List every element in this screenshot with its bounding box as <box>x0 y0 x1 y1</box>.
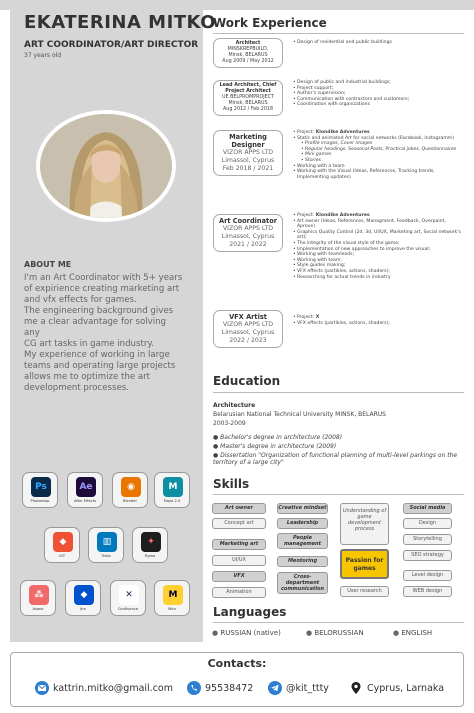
project-prefix: Project: <box>297 315 316 320</box>
skill-mentoring: Mentoring <box>277 556 328 567</box>
tool-figma <box>132 527 168 563</box>
skill-creative-mindset: Creative mindset <box>277 503 328 514</box>
education-subtitle: Architecture <box>213 402 256 409</box>
about-title: ABOUT ME <box>24 260 72 269</box>
divider <box>213 33 464 34</box>
job-period: 2022 / 2023 <box>229 337 267 344</box>
job-title: Marketing Designer <box>229 133 267 149</box>
skill-people-management: People management <box>277 533 328 549</box>
maya-icon: M <box>163 477 183 497</box>
tool-label: Jira <box>80 607 86 611</box>
project-name: X <box>315 315 320 320</box>
about-line: I'm an Art Coordinator with 5+ years <box>24 273 183 283</box>
duty-item: • Working with team; <box>293 258 463 264</box>
duty-item: • Working with the Visual (Ideas, References, Tracking trends, Implementing updates) <box>293 169 463 180</box>
job-card-lead-architect <box>213 80 283 116</box>
tool-label: Confluence <box>117 607 139 611</box>
job-company: MINSKREPBUILD, <box>227 47 269 52</box>
tool-trello <box>88 527 124 563</box>
job-duties <box>293 213 463 280</box>
duty-item: • Working with teamleads; <box>293 252 463 258</box>
skill-user-research: User research <box>340 586 389 597</box>
skill-animation: Animation <box>212 587 266 598</box>
tool-asana <box>20 580 56 616</box>
project-prefix: Project: <box>297 213 316 218</box>
job-duties <box>293 40 463 46</box>
skill-concept-art: Concept art <box>212 518 266 529</box>
tool-label: Blender <box>123 499 137 503</box>
duty-item: • Design of residential and public buildings <box>293 40 463 46</box>
job-card-vfx-artist <box>213 310 283 348</box>
education-item: ● Dissertation "Organization of functional planning of multi-level parkings on the territory of a large city" <box>213 452 458 466</box>
tool-label: GIT <box>58 554 66 558</box>
language-label: RUSSIAN (native) <box>220 629 281 637</box>
education-item: ● Master's degree in architecture (2009) <box>213 443 337 450</box>
tool-after-effects <box>67 472 103 508</box>
skill-level-design: Level design <box>403 570 452 581</box>
education-item: ● Bachelor's degree in architecture (2008) <box>213 434 343 441</box>
job-title: Lead Architect, Chief Project Architect <box>219 83 277 94</box>
confluence-icon: ✕ <box>119 585 139 605</box>
skill-design: Design <box>403 518 452 529</box>
telegram-icon <box>268 681 282 695</box>
tool-git <box>44 527 80 563</box>
duty-item: • Project support; <box>293 86 463 92</box>
skill-leadership: Leadership <box>277 518 328 529</box>
education-school: Belarusian National Technical University MINSK, BELARUS <box>213 411 386 418</box>
profile-age: 37 years old <box>24 52 62 59</box>
skill-cross-department: Cross-department communication <box>277 572 328 594</box>
project-prefix: Project: <box>297 130 316 135</box>
duty-subitem: • Stories <box>293 158 463 164</box>
language-label: ENGLISH <box>401 629 433 637</box>
contact-phone-text: 95538472 <box>205 682 254 694</box>
about-line: CG art tasks in game industry. <box>24 339 154 349</box>
asana-icon: ⁂ <box>29 585 49 605</box>
contact-email-text: kattrin.mitko@gmail.com <box>53 682 173 694</box>
contacts-title: Contacts: <box>207 657 267 670</box>
skill-social-media: Social media <box>403 503 452 514</box>
skill-storytelling: Storytelling <box>403 534 452 545</box>
tool-label: After Effects <box>74 499 96 503</box>
project-name: Klondike Adventures <box>315 213 370 218</box>
about-line: The engineering background gives <box>24 306 174 316</box>
skill-game-development-process: Understanding of game development process <box>340 503 389 545</box>
git-icon: ◆ <box>53 532 73 552</box>
trello-icon: ▥ <box>97 532 117 552</box>
about-line: allows me to optimize the art <box>24 372 151 382</box>
skill-marketing-art: Marketing art <box>212 539 266 550</box>
tool-maya <box>154 472 190 508</box>
duty-item: • Researching for actual trends in industry <box>293 275 463 281</box>
job-place: Minsk, BELARUS <box>228 101 268 106</box>
tool-jira <box>65 580 101 616</box>
language-russian: ● RUSSIAN (native) <box>212 629 281 637</box>
job-duties <box>293 315 463 326</box>
blender-icon: ◉ <box>121 477 141 497</box>
language-english: ● ENGLISH <box>393 629 433 637</box>
profile-role: ART COORDINATOR/ART DIRECTOR <box>24 40 199 50</box>
contacts-box <box>10 652 464 707</box>
about-line: me a clear advantage for solving any <box>24 317 166 338</box>
job-period: Aug 2009 / May 2012 <box>222 59 274 64</box>
duty-item: • The integrity of the visual style of the game; <box>293 241 463 247</box>
job-company: UE BELPROMPROJECT <box>222 95 274 100</box>
duty-item: • Design of public and industrial buildings; <box>293 80 463 86</box>
duty-item: • Art owner (Ideas, References, Managment, Feedback, Overpaint, Aprove) <box>293 219 463 230</box>
languages-title: Languages <box>213 605 287 619</box>
work-title: Work Experience <box>213 16 327 30</box>
duty-item: • Graphics Quality Control (2d, 3d, UI/UX, Marketing art, Social network's art); <box>293 230 463 241</box>
tool-label: Maya 2.0 <box>163 499 181 503</box>
duty-item: • Implementation of new approaches to improve the visual; <box>293 247 463 253</box>
job-period: Aug 2012 / Feb 2018 <box>223 107 273 112</box>
figma-icon: ✦ <box>141 532 161 552</box>
about-line: and vfx effects for games. <box>24 295 137 305</box>
about-line: teams and operating large projects <box>24 361 176 371</box>
divider <box>213 392 464 393</box>
tool-photoshop <box>22 472 58 508</box>
job-duties <box>293 80 463 108</box>
mail-icon <box>35 681 49 695</box>
miro-icon: M <box>163 585 183 605</box>
tool-confluence <box>110 580 146 616</box>
duty-item: • Author's supervision; <box>293 91 463 97</box>
project-name: Klondike Adventures <box>315 130 370 135</box>
after-effects-icon: Ae <box>76 477 96 497</box>
job-title: Art Coordinator <box>218 217 277 225</box>
duty-subitem: • Mini games <box>293 152 463 158</box>
profile-name: EKATERINA MITKO <box>24 12 216 33</box>
duty-item: • VFX effects (partikles, actions, shaders); <box>293 269 463 275</box>
location-pin-icon <box>349 681 363 695</box>
contact-email[interactable] <box>35 681 173 695</box>
duty-item: • Communication with contractors and customers; <box>293 97 463 103</box>
about-line: development processes. <box>24 383 129 393</box>
photoshop-icon: Ps <box>31 477 51 497</box>
job-period: Feb 2018 / 2021 <box>222 165 274 172</box>
job-duties <box>293 130 463 180</box>
contact-telegram-text: @kit_ttty <box>286 682 329 694</box>
skills-title: Skills <box>213 477 250 491</box>
job-company: VIZOR APPS LTD <box>222 149 274 156</box>
about-text <box>24 273 184 394</box>
tool-label: Figma <box>144 554 156 558</box>
jira-icon: ◆ <box>74 585 94 605</box>
contact-location-text: Cyprus, Larnaka <box>367 682 445 694</box>
job-company: VIZOR APPS LTD <box>222 225 274 232</box>
skill-passion-for-games: Passion for games <box>340 549 389 579</box>
job-period: 2021 / 2022 <box>229 241 267 248</box>
tool-label: Miro <box>168 607 176 611</box>
job-card-marketing-designer <box>213 130 283 176</box>
language-belorussian: ● BELORUSSIAN <box>306 629 364 637</box>
language-label: BELORUSSIAN <box>314 629 364 637</box>
job-place: Minsk, BELARUS <box>228 53 268 58</box>
about-line: of expirience creating marketing art <box>24 284 180 294</box>
duty-subitem: • Profile images, Cover images <box>293 141 463 147</box>
divider <box>213 622 464 623</box>
duty-item: • Working with a team <box>293 164 463 170</box>
skill-vfx: VFX <box>212 571 266 582</box>
tool-label: Trello <box>101 554 111 558</box>
tool-label: Photoshop <box>30 499 50 503</box>
education-title: Education <box>213 374 281 388</box>
job-card-art-coordinator <box>213 214 283 252</box>
job-place: Limassol, Cyprus <box>221 329 275 336</box>
skill-web-design: WEB design <box>403 586 452 597</box>
skill-ui-ux: UI/UX <box>212 555 266 566</box>
job-title: VFX Artist <box>229 313 267 321</box>
phone-icon <box>187 681 201 695</box>
duty-item: • Coordination with organizations <box>293 102 463 108</box>
job-card-architect <box>213 38 283 68</box>
about-line: My experience of working in large <box>24 350 170 360</box>
job-place: Limassol, Cyprus <box>221 233 275 240</box>
profile-photo <box>40 114 172 218</box>
job-place: Limassol, Cyprus <box>221 157 275 164</box>
contact-phone[interactable] <box>187 681 253 695</box>
contact-telegram[interactable] <box>268 681 329 695</box>
job-company: VIZOR APPS LTD <box>222 321 274 328</box>
skill-seo-strategy: SEO strategy <box>403 550 452 561</box>
duty-item: • VFX effects (partikles, actions, shaders); <box>293 321 463 327</box>
tool-blender <box>112 472 148 508</box>
skill-art-owner: Art owner <box>212 503 266 514</box>
tool-label: Asana <box>32 607 44 611</box>
duty-item: • Style guides making; <box>293 263 463 269</box>
divider <box>213 494 464 495</box>
job-title: Architect <box>235 41 261 46</box>
duty-subitem: • Regular headings, Seasonal Posts, Practical jokes, Questionnaires <box>293 147 463 153</box>
tool-miro <box>154 580 190 616</box>
duty-item: • Static and animated Art for social networks (Facebook, Instagramm) <box>293 136 463 142</box>
contact-location <box>349 681 444 695</box>
education-period: 2003-2009 <box>213 420 246 427</box>
